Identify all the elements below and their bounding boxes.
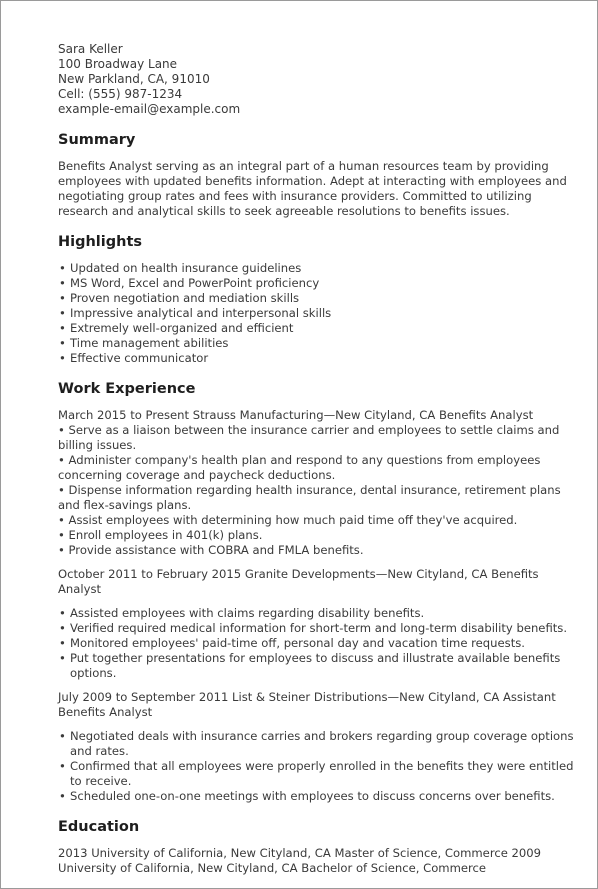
job-entry	[58, 690, 575, 804]
job-duty-line: • Enroll employees in 401(k) plans.	[58, 528, 263, 542]
list-item: • Negotiated deals with insurance carries and brokers regarding group coverage options and rates.	[70, 729, 575, 759]
job-duty-line: • Dispense information regarding health insurance, dental insurance, retirement plans and flex-savings plans.	[58, 483, 561, 512]
job-duty-line: • Provide assistance with COBRA and FMLA benefits.	[58, 543, 364, 557]
job-duty-line: • Serve as a liaison between the insurance carrier and employees to settle claims and billing issues.	[58, 423, 560, 452]
list-item: • Scheduled one-on-one meetings with employees to discuss concerns over benefits.	[70, 789, 575, 804]
summary-text: Benefits Analyst serving as an integral part of a human resources team by providing employees with updated benefits information. Adept at interacting with employees and negotiating group rates and fees with insurance providers. Committed to utilizing research and analytical skills to seek agreeable resolutions to benefits issues.	[58, 159, 567, 218]
contact-name: Sara Keller	[58, 42, 123, 56]
list-item: • Confirmed that all employees were properly enrolled in the benefits they were entitled to receive.	[70, 759, 575, 789]
job-entry	[58, 567, 575, 681]
job-heading: July 2009 to September 2011 List & Steiner Distributions—New Cityland, CA Assistant Benefits Analyst	[58, 690, 556, 719]
job-duty-line: • Assist employees with determining how much paid time off they've acquired.	[58, 513, 518, 527]
list-item: • Impressive analytical and interpersonal skills	[70, 306, 575, 321]
job-duties-list	[58, 606, 575, 681]
contact-city: New Parkland, CA, 91010	[58, 72, 210, 86]
job-duty-line: • Administer company's health plan and respond to any questions from employees concerning coverage and paycheck deductions.	[58, 453, 541, 482]
contact-phone: Cell: (555) 987-1234	[58, 87, 183, 101]
experience-heading: Work Experience	[58, 381, 196, 397]
education-text: 2013 University of California, New Cityland, CA Master of Science, Commerce 2009 University of California, New Cityland, CA Bachelor of Science, Commerce	[58, 846, 542, 875]
list-item: • Effective communicator	[70, 351, 575, 366]
list-item: • MS Word, Excel and PowerPoint proficiency	[70, 276, 575, 291]
list-item: • Proven negotiation and mediation skills	[70, 291, 575, 306]
list-item: • Monitored employees' paid-time off, personal day and vacation time requests.	[70, 636, 575, 651]
contact-street: 100 Broadway Lane	[58, 57, 178, 71]
contact-email: example-email@example.com	[58, 102, 241, 116]
list-item: • Time management abilities	[70, 336, 575, 351]
list-item: • Verified required medical information for short-term and long-term disability benefits.	[70, 621, 575, 636]
list-item: • Assisted employees with claims regarding disability benefits.	[70, 606, 575, 621]
list-item: • Updated on health insurance guidelines	[70, 261, 575, 276]
job-entry	[58, 408, 575, 558]
education-heading: Education	[58, 819, 140, 835]
job-heading: October 2011 to February 2015 Granite Developments—New Cityland, CA Benefits Analyst	[58, 567, 539, 596]
list-item: • Put together presentations for employees to discuss and illustrate available benefits options.	[70, 651, 575, 681]
highlights-list	[58, 261, 575, 366]
job-heading: March 2015 to Present Strauss Manufacturing—New Cityland, CA Benefits Analyst	[58, 408, 534, 422]
list-item: • Extremely well-organized and efficient	[70, 321, 575, 336]
contact-block	[58, 42, 575, 117]
summary-heading: Summary	[58, 132, 136, 148]
job-duties-list	[58, 729, 575, 804]
highlights-heading: Highlights	[58, 234, 143, 250]
